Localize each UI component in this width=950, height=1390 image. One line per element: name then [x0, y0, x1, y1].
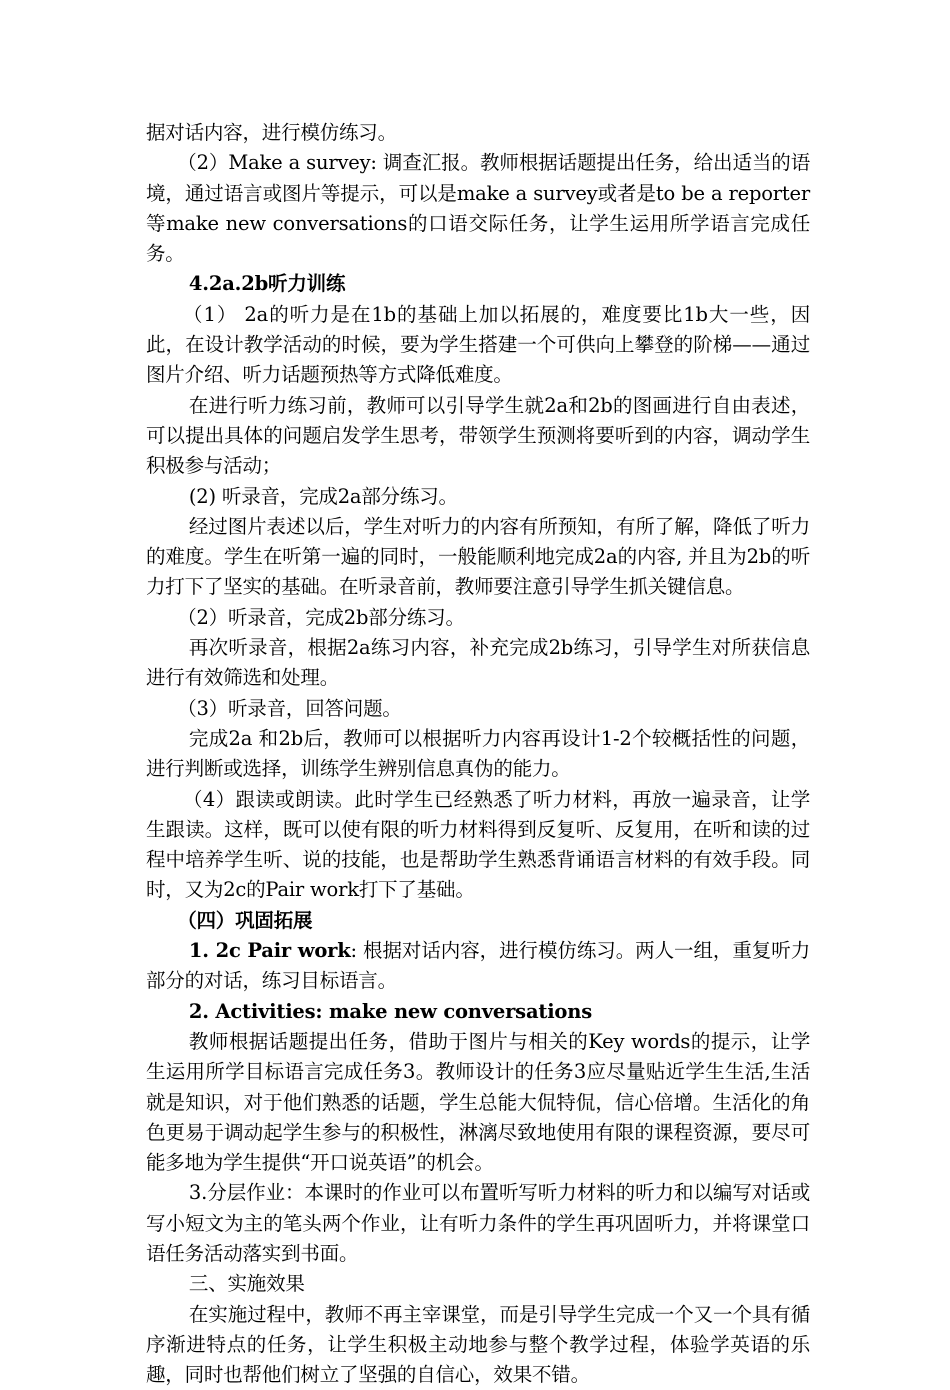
paragraph-homework: 3.分层作业：本课时的作业可以布置听写听力材料的听力和以编写对话或写小短文为主的笔头两个作业，让有听力条件的学生再巩固听力，并将课堂口语任务活动落实到书面。 [146, 1181, 810, 1265]
paragraph-after-picture: 经过图片表述以后，学生对听力的内容有所预知，有所了解，降低了听力的难度。学生在听第一遍的同时，一般能顺利地完成2a的内容, 并且为2b的听力打下了坚实的基础。在听录音前，教师要注意引导学生抓关键信息。 [146, 514, 810, 599]
paragraph-effect: 在实施过程中，教师不再主宰课堂，而是引导学生完成一个又一个具有循序渐进特点的任务，让学生积极主动地参与整个教学过程，体验学英语的乐趣，同时也帮他们树立了坚强的自信心，效果不错。 [146, 1302, 810, 1387]
paragraph-listen-again: 再次听录音，根据2a练习内容，补充完成2b练习，引导学生对所获信息进行有效筛选和处理。 [146, 636, 810, 690]
paragraph-read-aloud: （4）跟读或朗读。此时学生已经熟悉了听力材料，再放一遍录音，让学生跟读。这样，既可以使有限的听力材料得到反复听、反复用，在听和读的过程中培养学生听、说的技能，也是帮助学生熟悉背诵语言材料的有效手段。同时，又为2c的Pair work打下了基础。 [146, 787, 810, 902]
paragraph-pair-work [146, 936, 810, 997]
paragraph-task-design: 教师根据话题提出任务，借助于图片与相关的Key words的提示，让学生运用所学目标语言完成任务3。教师设计的任务3应尽量贴近学生生活,生活就是知识，对于他们熟悉的话题，学生总能大侃特侃，信心倍增。生活化的角色更易于调动起学生参与的积极性，淋漓尽致地使用有限的课程资源，要尽可能多地为学生提供“开口说英语”的机会。 [146, 1029, 810, 1175]
paragraph-pre-listening: 在进行听力练习前，教师可以引导学生就2a和2b的图画进行自由表述，可以提出具体的问题启发学生思考，带领学生预测将要听到的内容，调动学生积极参与活动； [146, 393, 810, 478]
heading-activities: 2. Activities: make new conversations [188, 999, 592, 1023]
paragraph-listen-2b: （2）听录音，完成2b部分练习。 [177, 605, 465, 629]
paragraph-complete-2a-2b: 完成2a 和2b后，教师可以根据听力内容再设计1-2个较概括性的问题，进行判断或选择，训练学生辨别信息真伪的能力。 [146, 726, 810, 781]
paragraph-answer-questions: （3）听录音，回答问题。 [177, 696, 402, 720]
heading-listening-training: 4.2a.2b听力训练 [188, 272, 346, 296]
paragraph-make-survey: （2）Make a survey: 调查汇报。教师根据话题提出任务，给出适当的语境，通过语言或图片等提示，可以是make a survey或者是to be a reporter等make new conversations的口语交际任务，让学生运用所学语言完成任务。 [146, 151, 810, 266]
pair-work-label: 1. 2c Pair work [188, 939, 351, 963]
heading-implementation-effect: 三、实施效果 [188, 1272, 305, 1296]
paragraph-2a-listening: （1） 2a的听力是在1b的基础上加以拓展的，难度要比1b大一些，因此，在设计教学活动的时候，要为学生搭建一个可供向上攀登的阶梯——通过图片介绍、听力话题预热等方式降低难度。 [146, 302, 810, 387]
paragraph-continuation: 据对话内容，进行模仿练习。 [146, 121, 397, 144]
heading-consolidation: （四）巩固拓展 [177, 908, 313, 932]
document-body [146, 118, 810, 1390]
pair-work-text: : 根据对话内容，进行模仿练习。两人一组，重复听力部分的对话，练习目标语言。 [146, 939, 810, 993]
paragraph-listen-2a: (2) 听录音，完成2a部分练习。 [188, 484, 458, 508]
